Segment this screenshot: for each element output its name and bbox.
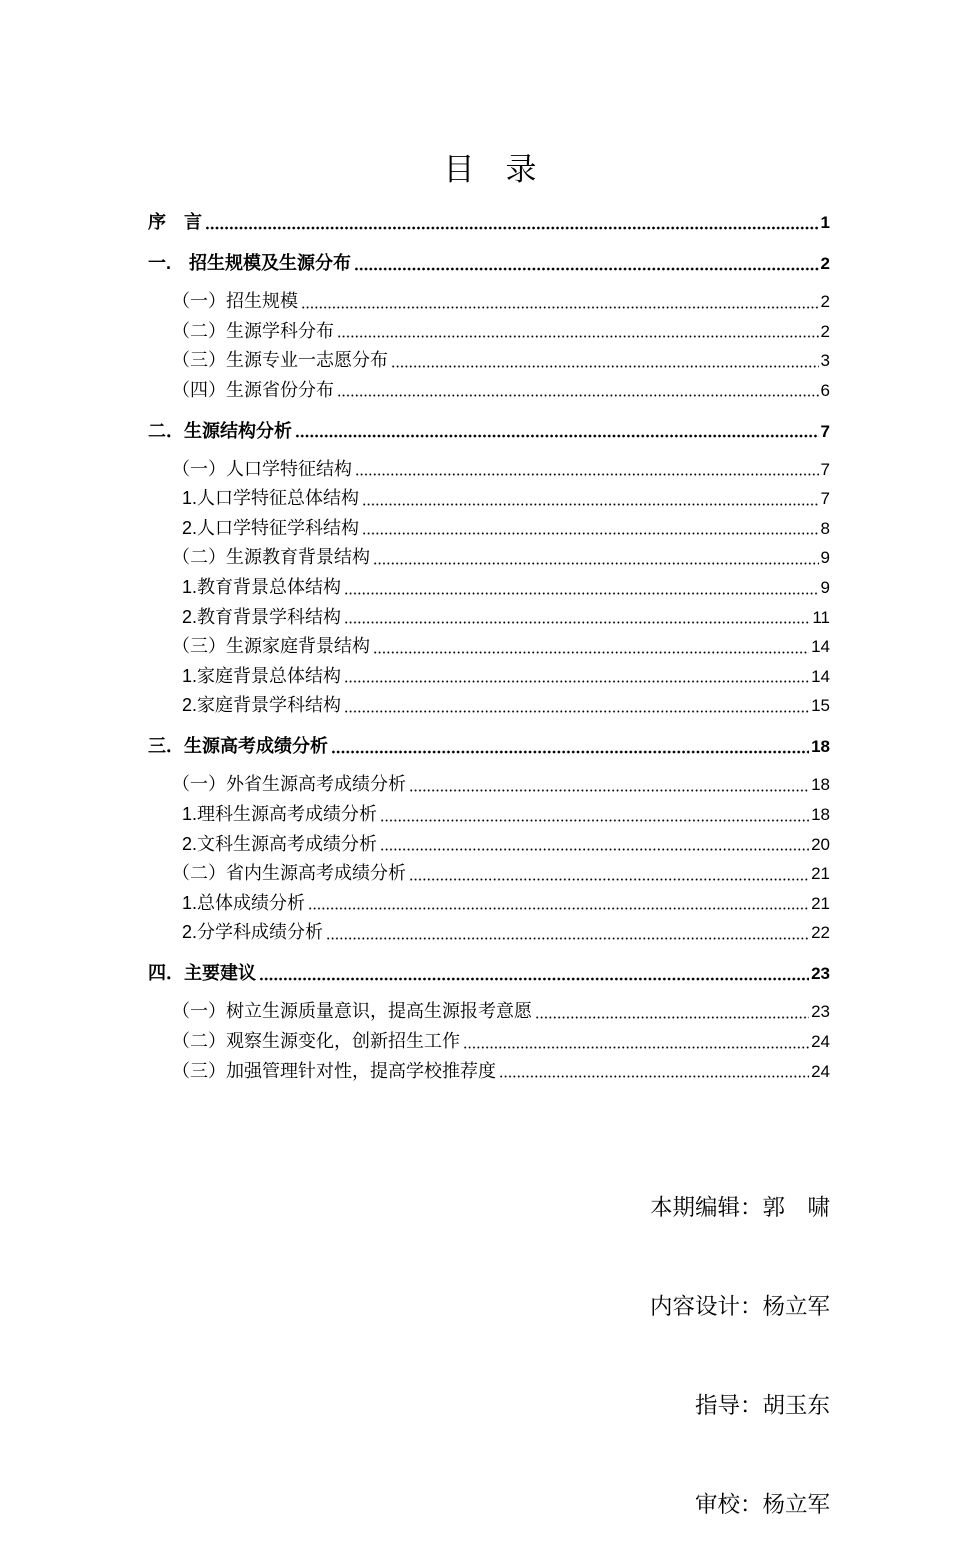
toc-entry-label: 1.总体成绩分析 [182,892,306,913]
toc-entry-label: 一. 招生规模及生源分布 [148,252,351,273]
toc-entry[interactable] [148,732,830,762]
toc-entry-page-number: 7 [820,421,830,441]
toc-entry[interactable] [148,249,830,279]
dot-leader [354,267,819,271]
toc-entry-page-number: 11 [812,607,830,627]
toc-entry[interactable] [148,603,830,633]
toc-entry[interactable] [148,317,830,347]
credits-block [650,1125,830,1554]
toc-entry-page-number: 23 [811,1002,830,1022]
toc-entry[interactable] [148,770,830,800]
toc-entry[interactable] [148,208,830,238]
credit-content-design: 内容设计：杨立军 [649,1293,830,1319]
dot-leader [205,226,819,230]
toc-entry-label: （三）生源专业一志愿分布 [172,350,388,371]
toc-entry-label: 三．生源高考成绩分析 [148,736,328,757]
toc-entry-page-number: 18 [811,775,830,795]
toc-entry-page-number: 24 [811,1031,830,1051]
page-title: 目 录 [443,152,537,187]
dot-leader [391,365,819,368]
toc-entry-page-number: 8 [820,518,830,538]
toc-entry-label: （二）生源教育背景结构 [172,547,370,568]
toc-entry[interactable] [148,997,830,1027]
toc-entry-label: 四．主要建议 [148,963,256,984]
toc-entry-page-number: 2 [820,291,830,311]
dot-leader [362,532,819,535]
dot-leader [535,1016,809,1019]
toc-entry-label: 序 言 [148,211,202,232]
toc-entry-label: （三）加强管理针对性，提高学校推荐度 [172,1060,496,1081]
toc-entry-page-number: 7 [820,459,830,479]
toc-entry-label: （一）树立生源质量意识，提高生源报考意愿 [172,1001,532,1022]
credit-proofreading: 审校：杨立军 [694,1491,830,1517]
toc-entry-label: 1.家庭背景总体结构 [182,665,342,686]
dot-leader [337,335,819,338]
toc-entry[interactable] [148,662,830,692]
toc-entry-page-number: 24 [811,1061,830,1081]
dot-leader [373,562,819,565]
toc-entry-page-number: 18 [811,737,830,757]
toc-entry-label: （一）人口学特征结构 [172,458,352,479]
toc-entry[interactable] [148,417,830,447]
toc-entry-label: （二）观察生源变化，创新招生工作 [172,1030,460,1051]
toc-entry-page-number: 9 [820,548,830,568]
toc-entry-page-number: 22 [811,923,830,943]
toc-entry[interactable] [148,455,830,485]
dot-leader [463,1046,809,1049]
dot-leader [331,750,809,754]
dot-leader [344,621,810,624]
toc-entry-page-number: 6 [820,380,830,400]
dot-leader [373,651,809,654]
dot-leader [337,394,819,397]
dot-leader [326,937,809,940]
dot-leader [362,503,819,506]
toc-entry-page-number: 1 [820,212,830,232]
toc-entry-label: 2.家庭背景学科结构 [182,695,342,716]
toc-entry-label: 1.人口学特征总体结构 [182,488,360,509]
dot-leader [499,1075,809,1078]
dot-leader [344,710,809,713]
toc-entry[interactable] [148,889,830,919]
toc-entry-label: （二）生源学科分布 [172,320,334,341]
toc-entry-label: （三）生源家庭背景结构 [172,636,370,657]
credit-editor: 本期编辑：郭 啸 [649,1194,830,1220]
toc-entry-page-number: 14 [811,637,830,657]
toc-entry-page-number: 14 [811,666,830,686]
toc-entry-page-number: 15 [811,696,830,716]
toc-entry-page-number: 2 [820,321,830,341]
toc-entry-page-number: 2 [820,253,830,273]
toc-entry-label: （一）招生规模 [172,290,298,311]
dot-leader [344,592,819,595]
toc-entry-label: （二）省内生源高考成绩分析 [172,863,406,884]
toc-entry-label: 2.文科生源高考成绩分析 [182,833,378,854]
toc-entry-page-number: 21 [811,893,830,913]
toc-entry[interactable] [148,543,830,573]
toc-entry[interactable] [148,859,830,889]
toc-entry-page-number: 7 [820,489,830,509]
toc-entry-label: 1.教育背景总体结构 [182,577,342,598]
dot-leader [308,907,809,910]
toc-entry-label: （一）外省生源高考成绩分析 [172,774,406,795]
toc-entry[interactable] [148,376,830,406]
toc-entry-label: 2.人口学特征学科结构 [182,517,360,538]
toc-entry[interactable] [148,918,830,948]
toc-entry-label: 1.理科生源高考成绩分析 [182,804,378,825]
dot-leader [380,848,809,851]
dot-leader [409,878,809,881]
toc-entry[interactable] [148,830,830,860]
dot-leader [344,680,809,683]
toc-entry[interactable] [148,484,830,514]
table-of-contents [148,197,830,1087]
toc-entry-page-number: 9 [820,578,830,598]
toc-entry-label: 2.分学科成绩分析 [182,922,324,943]
dot-leader [355,473,819,476]
toc-entry[interactable] [148,287,830,317]
dot-leader [259,977,809,981]
toc-entry[interactable] [148,632,830,662]
dot-leader [409,789,809,792]
toc-entry-page-number: 20 [811,834,830,854]
toc-entry[interactable] [148,800,830,830]
toc-entry-page-number: 3 [820,351,830,371]
toc-entry[interactable] [148,959,830,989]
toc-entry[interactable] [148,1057,830,1087]
toc-entry-page-number: 23 [811,964,830,984]
toc-entry-page-number: 21 [811,864,830,884]
credit-guidance: 指导：胡玉东 [694,1392,830,1418]
toc-entry[interactable] [148,573,830,603]
toc-entry[interactable] [148,1027,830,1057]
toc-entry[interactable] [148,691,830,721]
toc-entry-label: （四）生源省份分布 [172,379,334,400]
toc-entry-page-number: 18 [811,805,830,825]
toc-entry-label: 二．生源结构分析 [148,420,292,441]
dot-leader [380,819,809,822]
dot-leader [295,434,819,438]
toc-entry[interactable] [148,514,830,544]
toc-entry-label: 2.教育背景学科结构 [182,606,342,627]
toc-entry[interactable] [148,346,830,376]
dot-leader [301,306,819,309]
